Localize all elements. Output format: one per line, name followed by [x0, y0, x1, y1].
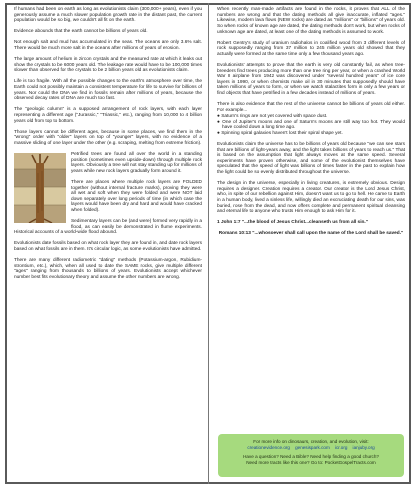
footer-info-line: For more info on dinosaurs, creation, and evolution, visit:: [253, 439, 369, 444]
paragraph-helium: The large amount of helium in zircon crystals and the measured rate at which it leaks out show the crystals to be 6000 years old. The leakage rate would have to be 100,000 times slower than observed for the crystals to be 2 billion years old as evolutionists claim.: [14, 57, 202, 74]
paragraph-flood: Sedimentary layers can be (and were) formed very rapidly in a flood, as can easily be demonstrated in flume experiments. Historical accounts of a world-wide flood abound.: [14, 219, 202, 236]
paragraph-petrified-trees: Petrified trees are found all over the world in a standing position (sometimes even upside-down) through multiple rock layers. Obviously a tree will not stay standing up for millions of years while new rock layers gradually form around it.: [14, 152, 202, 175]
verse-romans: Romans 10:13 "...whosoever shall call upon the name of the Lord shall be saved.": [218, 231, 404, 237]
universe-evidence-list: [217, 114, 405, 137]
left-column: [14, 7, 202, 286]
paragraph-folded-layers: There are places where multiple rock layers are FOLDED together (without internal fracture marks), proving they were all wet and soft when they were folded and were NOT laid down separately over long periods of time (in which case the layers would have been dry and hard and would have cracked when folded).: [71, 179, 202, 214]
paragraph-geologic-column: The "geologic column" is a supposed arrangement of rock layers, with each layer representing a different age ("Jurassic," "Triassic," etc.), ranging from 10,000 to 4 billion years old from top to bottom.: [14, 107, 202, 124]
paragraph-circular-logic: Evolutionists date fossils based on what rock layer they are found in, and date rock layers based on what fossils are in them. It's circular logic, as some evolutionists have admitted.: [14, 241, 202, 253]
list-item: ● One of Jupiter's moons and one of Saturn's moons are still way too hot. They would have cooled down a long time ago.: [217, 119, 405, 131]
paragraph-radiometric: There are many different radiometric "dating" methods (Potassium-argon, Rubidium-strontium, etc.), which, when all used to date the SAME rocks, give multiple different "ages" ranging from thousands to billions of years. Evolutionists accept whichever number best fits evolutionary theory and assume the other numbers are wrong.: [14, 258, 202, 280]
paragraph-life-fragile: Life is too fragile. With all the possible changes to the earth's atmosphere over time, the Earth could not possibly maintain a consistent temperature for life to survive for billions of years. Nor could the DNA we find in fossils remain after millions of years, because the observed decay rates of DNA are much too fast.: [14, 79, 202, 102]
paragraph-design: The design in the universe, especially in living creatures, is extremely obvious. Design requires a designer. Creation requires a creator. Our creator is the Lord Jesus Christ, who, in spite of our rebellion against Him, doesn't want us to go to hell. He came to Earth in a human body, lived a sinless life, willingly died an excruciating death for our sins, was buried, rose from the dead, and now offers complete and permanent spiritual cleansing and eternal life to anyone who trusts Him enough to ask Him for it.: [217, 181, 405, 215]
link-genesispark[interactable]: genesispark.com: [295, 444, 330, 450]
paragraph-failed-attempts: Evolutionists' attempts to prove that the earth is very old constantly fail, as when tree-breeders find trees producing more than one tree ring per year, or when a crashed World War II airplane from 1942 was discovered under "several hundred years" of ice core layers in 1990, or when chemists make oil in 30 minutes that supposedly should have taken millions of years to form, or when we watch stalactites form in only a few years or find objects that have petrified in a few decades instead of millions of years.: [217, 62, 405, 97]
fold-line: [208, 3, 209, 484]
paragraph-artifacts: When recently man-made artifacts are found in the rocks, it proves that ALL of the numbers are wrong and that the dating methods all give inaccurate, inflated "ages." Likewise, modern lava flows (NEW rocks) are dated as "millions" or "billions" of years old. So when rocks of known age are dated, the dating methods don't work, but when rocks of unknown age are dated, at least one of the dating methods is assumed to work.: [217, 7, 405, 35]
paragraph-wrong-order: Those layers cannot be different ages, because in some places, we find them in the "wrong" order with "older" layers on top of "younger" layers, with no evidence of a massive sliding of one layer under the other (e.g. scraping, melting from extreme friction).: [14, 129, 202, 146]
link-icr[interactable]: icr.org: [334, 444, 348, 450]
paragraph-population: If humans had been on earth as long as evolutionists claim (300,000+ years), even if you generously assume a much slower population growth rate in the distant past, the current population would be so big, we couldn't all fit on the earth.: [14, 7, 202, 24]
paragraph-gentry: Robert Gentry's study of uranium radiohalos in coalified wood from 3 different levels of rock supposedly ranging from 37 million to 245 million years old showed that they actually were formed at the same time only a few thousand years ago.: [217, 40, 405, 57]
paragraph-starlight: Evolutionists claim the universe has to be billions of years old because "we can see stars that are billions of light-years away, and the light takes billions of years to reach us." That is based on the assumption that light always moves at the same speed. Several experiments have proven otherwise, and some of the evolutionist themselves have speculated that the speed of light was billions of times faster in the past to explain how the light could be so evenly distributed throughout the universe.: [217, 141, 405, 176]
footer-question-line: Have a question? Need a Bible? Need help finding a good church?: [243, 454, 379, 460]
petrified-tree-illustration: [14, 153, 66, 223]
paragraph-evidence-intro: Evidence abounds that the earth cannot be billions of years old.: [14, 29, 148, 35]
right-column: [217, 7, 405, 242]
paragraph-salt: Not enough salt and mud has accumulated in the seas. The oceans are only 3.6% salt. There would be much more salt in the oceans after millions of years of erosion.: [14, 40, 202, 51]
verse-1-john: 1 John 1:7 "...the blood of Jesus Christ...cleanseth us from all sin.": [217, 220, 368, 226]
paragraph-universe-intro: There is also evidence that the rest of the universe cannot be billions of years old either. For example...: [217, 102, 405, 113]
link-ianjuby[interactable]: ianjuby.org: [352, 444, 375, 450]
list-item: ● Saturn's rings are not yet covered with space dust.: [217, 113, 328, 119]
resources-footer: [218, 434, 404, 477]
footer-tracts-line: Need more tracts like this one? Go to: PocketGospelTracts.com: [246, 460, 376, 466]
link-creationevidence[interactable]: creationevidence.org: [247, 444, 290, 450]
list-item: ● Spinning spiral galaxies haven't lost their spiral shape yet.: [217, 130, 343, 136]
